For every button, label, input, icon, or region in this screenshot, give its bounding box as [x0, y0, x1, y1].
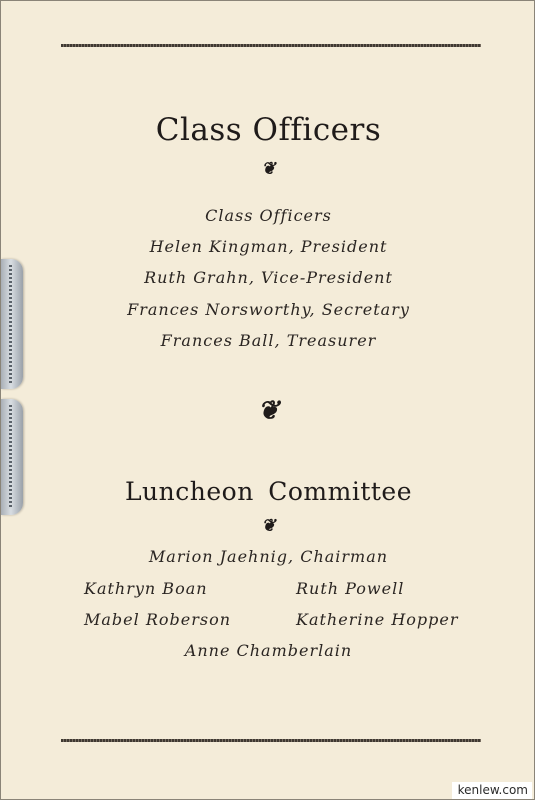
officer-president: Helen Kingman, President	[149, 237, 388, 256]
section-divider-ornament-icon: ❦	[257, 396, 280, 426]
top-rule	[61, 44, 481, 47]
officers-subtitle: Class Officers	[205, 206, 332, 225]
site-watermark: kenlew.com	[452, 782, 532, 799]
bottom-rule	[61, 739, 481, 742]
committee-chairman: Marion Jaehnig, Chairman	[148, 547, 389, 566]
committee-member: Katherine Hopper	[296, 610, 459, 629]
committee-member: Anne Chamberlain	[184, 641, 353, 660]
class-officers-heading: Class Officers	[155, 112, 382, 148]
fleuron-ornament-icon: ❦	[261, 159, 276, 179]
luncheon-committee-heading: Luncheon Committee	[124, 477, 413, 506]
fleuron-ornament-icon: ❦	[261, 516, 276, 536]
officer-treasurer: Frances Ball, Treasurer	[160, 331, 377, 350]
committee-member: Kathryn Boan	[84, 579, 208, 598]
committee-member: Ruth Powell	[296, 579, 405, 598]
officer-secretary: Frances Norsworthy, Secretary	[127, 300, 410, 319]
committee-member: Mabel Roberson	[84, 610, 232, 629]
officer-vice-president: Ruth Grahn, Vice-President	[144, 268, 393, 287]
